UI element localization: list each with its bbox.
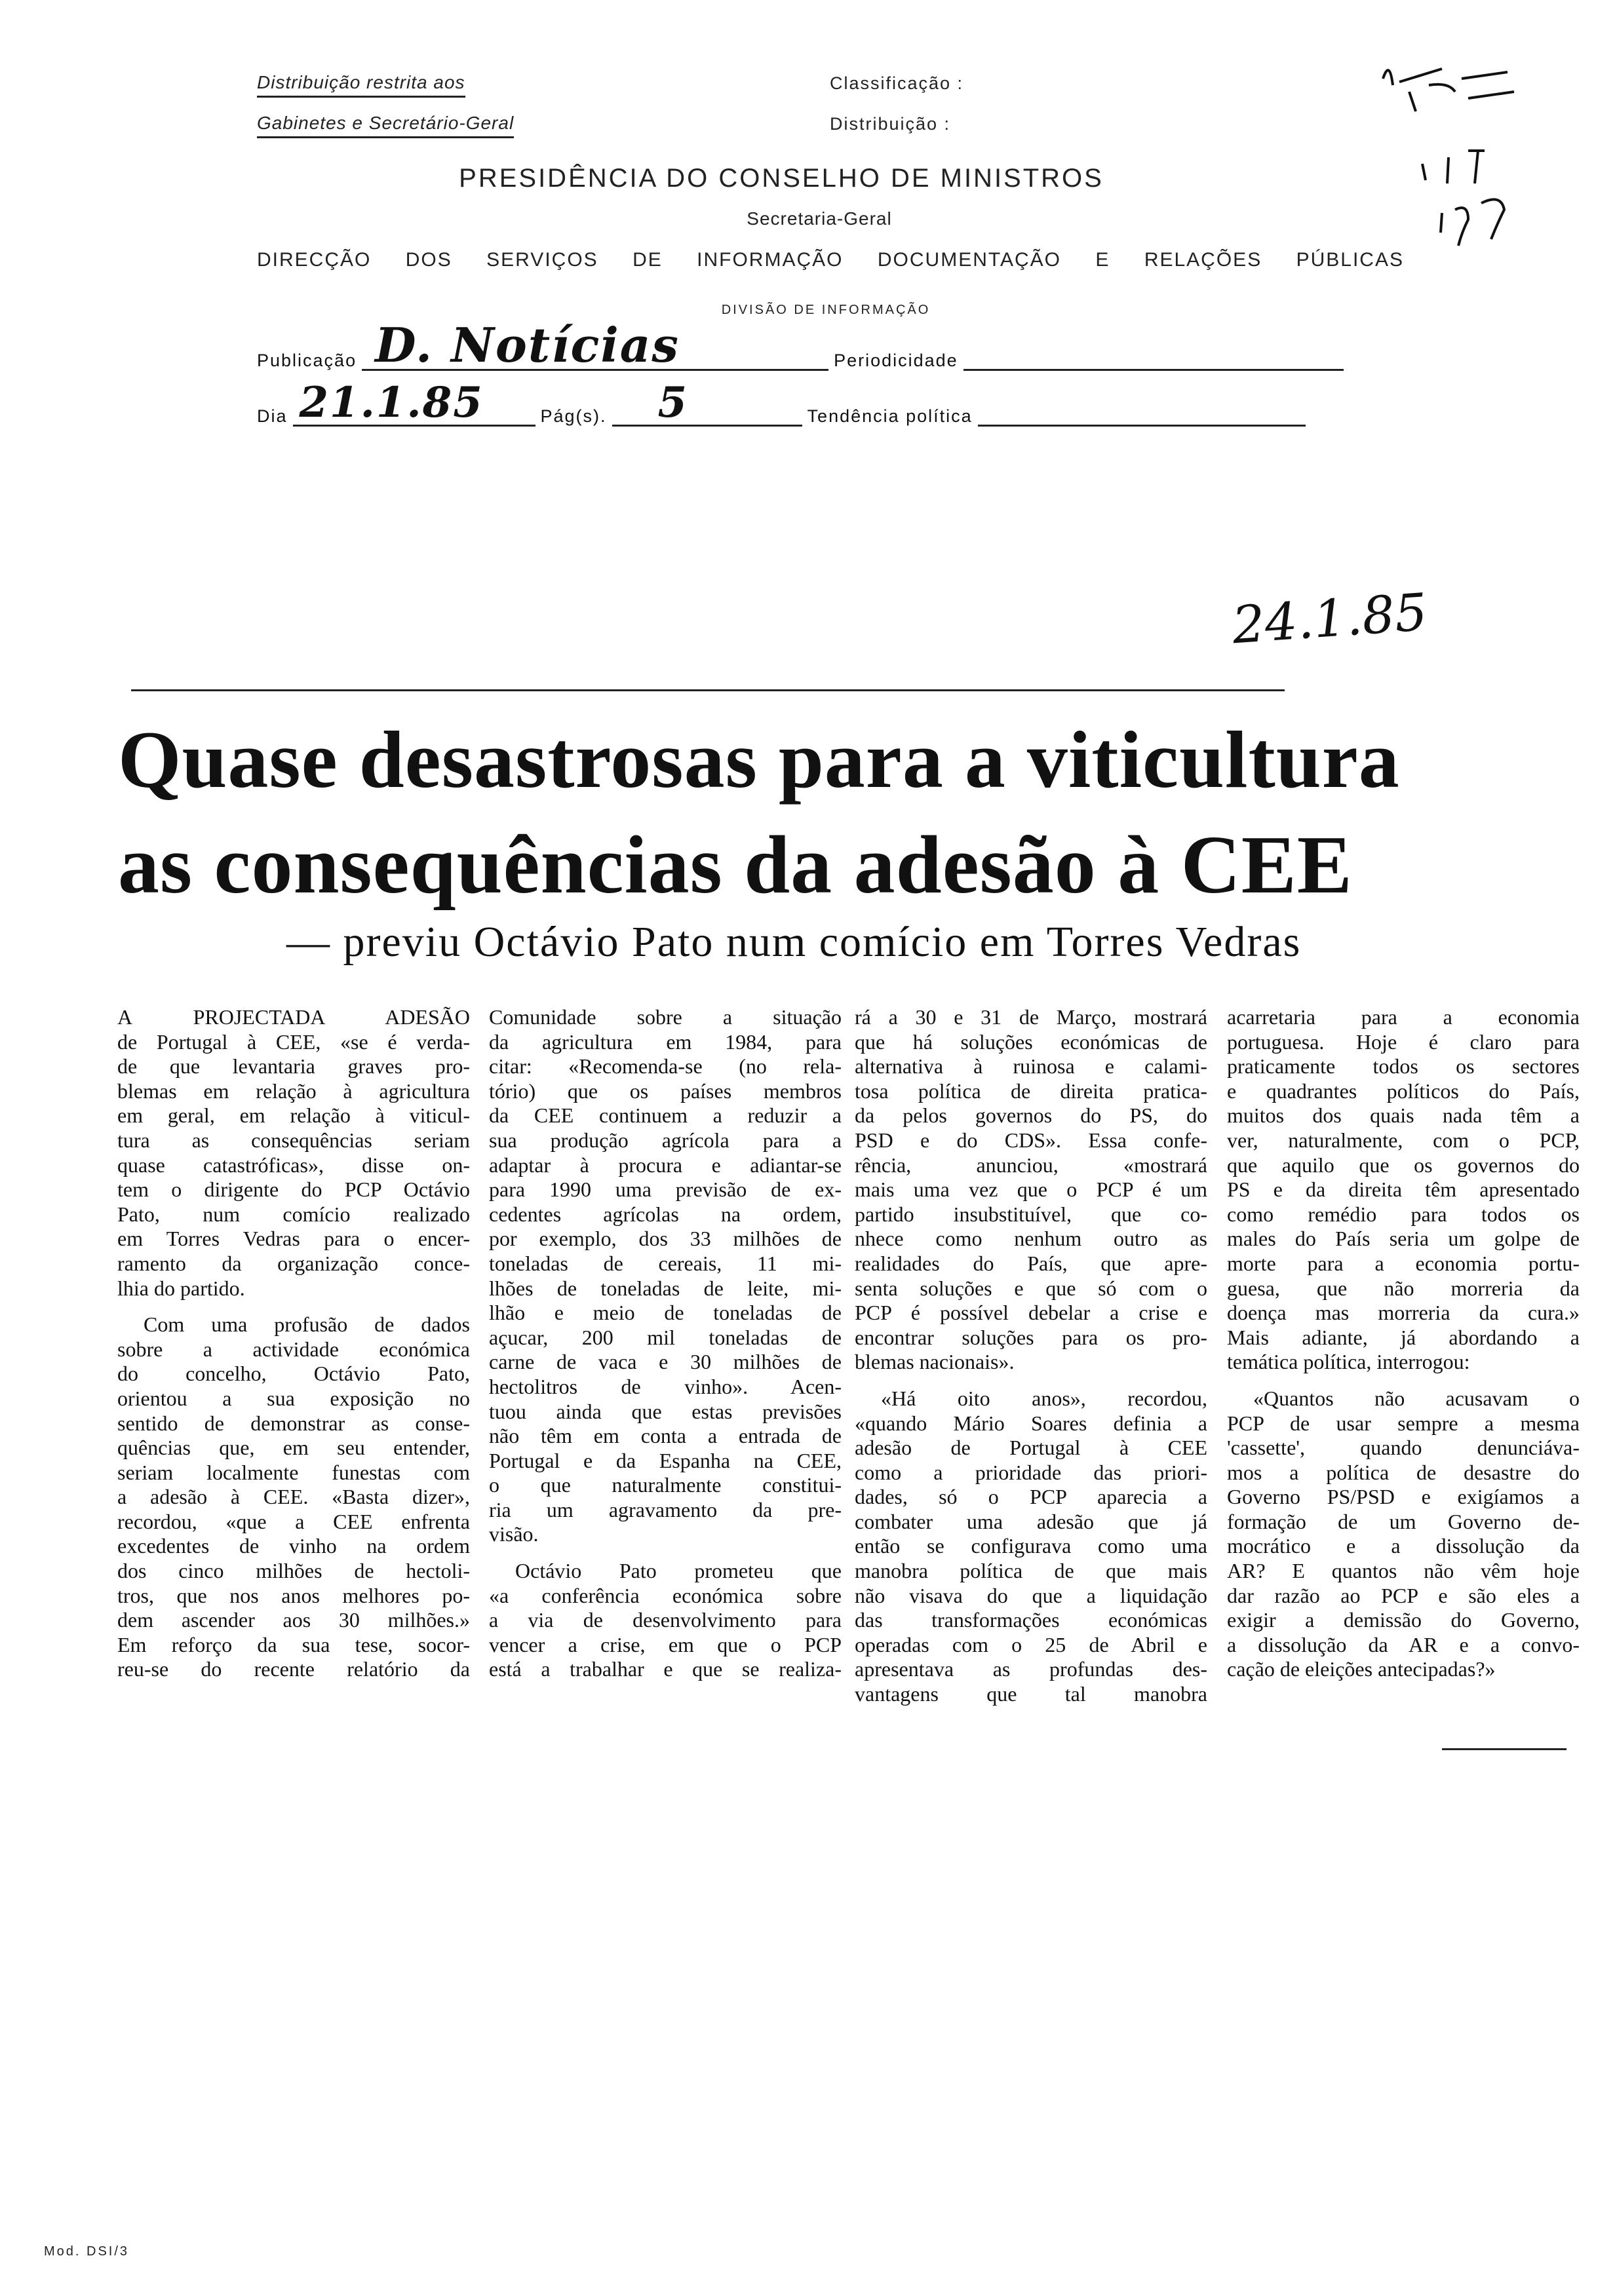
article-text-line: rência, anunciou, «mostrará xyxy=(855,1153,1207,1177)
article-text-line: lhia do partido. xyxy=(117,1276,245,1300)
article-paragraph xyxy=(855,1387,1207,1707)
day-handwritten: 21.1.85 xyxy=(299,378,484,427)
article-text-line: reu-se do recente relatório da xyxy=(117,1657,470,1681)
article-text-line: guesa, que não morreria da xyxy=(1227,1276,1580,1300)
article-text-line: Octávio Pato prometeu que xyxy=(515,1559,842,1583)
article-text-line: sobre a actividade económica xyxy=(117,1337,470,1361)
article-text-line: senta soluções e que só com o xyxy=(855,1276,1207,1300)
article-text-line: da CEE continuem a reduzir a xyxy=(489,1103,842,1128)
article-paragraph xyxy=(1227,1387,1580,1682)
article-text-line: Em reforço da sua tese, socor- xyxy=(117,1632,470,1656)
distribution-restriction-line2: Gabinetes e Secretário-Geral xyxy=(257,113,514,138)
article-text-line: dem ascender aos 30 milhões.» xyxy=(117,1608,470,1632)
article-text-line: realidades do País, que apre- xyxy=(855,1251,1207,1275)
article-paragraph xyxy=(855,1005,1207,1375)
publication-handwritten: D. Notícias xyxy=(375,317,680,373)
article-text-line: carne de vaca e 30 milhões de xyxy=(489,1350,842,1374)
article-text-line: açucar, 200 mil toneladas de xyxy=(489,1325,842,1349)
article-text-line: manobra política de que mais xyxy=(855,1559,1207,1583)
article-text-line: lhões de toneladas de leite, mi- xyxy=(489,1276,842,1300)
article-text-line: muitos dos quais nada têm a xyxy=(1227,1103,1580,1128)
pages-line xyxy=(612,378,802,427)
article-text-line: acarretaria para a economia xyxy=(1227,1005,1580,1029)
article-text-line: das transformações económicas xyxy=(855,1608,1207,1632)
article-text-line: não têm em conta a entrada de xyxy=(489,1424,842,1448)
article-text-line: vencer a crise, em que o PCP xyxy=(489,1632,842,1656)
article-text-line: então se configurava como uma xyxy=(855,1534,1207,1558)
article-text-line: mos a política de desastre do xyxy=(1227,1460,1580,1484)
pages-handwritten: 5 xyxy=(657,378,689,427)
article-text-line: 'cassette', quando denunciáva- xyxy=(1227,1436,1580,1460)
article-text-line: rá a 30 e 31 de Março, mostrará xyxy=(855,1005,1207,1029)
article-text-line: excedentes de vinho na ordem xyxy=(117,1534,470,1558)
article-text-line: adesão de Portugal à CEE xyxy=(855,1436,1207,1460)
subheadline: — previu Octávio Pato num comício em Torres Vedras xyxy=(286,918,1302,966)
article-text-line: sua produção agrícola para a xyxy=(489,1128,842,1152)
article-text-line: por exemplo, dos 33 milhões de xyxy=(489,1227,842,1251)
pages-label: Pág(s). xyxy=(540,406,607,426)
article-text-line: PSD e do CDS». Essa confe- xyxy=(855,1128,1207,1152)
division-title: DIVISÃO DE INFORMAÇÃO xyxy=(721,303,931,317)
article-text-line: da agricultura em 1984, para xyxy=(489,1029,842,1054)
headline-line1: Quase desastrosas para a viticultura xyxy=(118,715,1400,805)
article-text-line: ria um agravamento da pre- xyxy=(489,1497,842,1521)
article-text-line: morte para a economia portu- xyxy=(1227,1251,1580,1275)
article-text-line: «Há oito anos», recordou, xyxy=(881,1386,1207,1410)
article-text-line: combater uma adesão que já xyxy=(855,1509,1207,1533)
article-text-line: AR? E quantos não vêm hoje xyxy=(1227,1559,1580,1583)
article-text-line: está a trabalhar e que se realiza- xyxy=(489,1657,842,1681)
article-text-line: sentido de demonstrar as conse- xyxy=(117,1411,470,1435)
article-text-line: orientou a sua exposição no xyxy=(117,1386,470,1410)
article-text-line: dar razão ao PCP e são eles a xyxy=(1227,1583,1580,1607)
article-text-line: operadas com o 25 de Abril e xyxy=(855,1632,1207,1656)
article-text-line: tuou ainda que estas previsões xyxy=(489,1399,842,1423)
publication-line xyxy=(362,317,828,373)
handwritten-date-note: 24.1.85 xyxy=(1230,583,1430,656)
directorate-title: DIRECÇÃO DOS SERVIÇOS DE INFORMAÇÃO DOCUMENTAÇÃO E RELAÇÕES PÚBLICAS xyxy=(257,249,1404,271)
tendency-label: Tendência política xyxy=(807,406,973,426)
article-text-line: cação de eleições antecipadas?» xyxy=(1227,1657,1496,1681)
periodicity-line xyxy=(963,366,1344,371)
article-text-line: Comunidade sobre a situação xyxy=(489,1005,842,1029)
article-paragraph xyxy=(1227,1005,1580,1375)
distribution-label: Distribuição : xyxy=(830,114,951,134)
article-text-line: PS e da direita têm apresentado xyxy=(1227,1177,1580,1202)
article-text-line: tros, que nos anos melhores po- xyxy=(117,1583,470,1607)
article-text-line: quências que, em seu entender, xyxy=(117,1436,470,1460)
handwritten-marks xyxy=(1370,52,1521,249)
article-text-line: recordou, «que a CEE enfrenta xyxy=(117,1509,470,1533)
article-paragraph xyxy=(489,1559,842,1682)
article-text-line: Pato, num comício realizado xyxy=(117,1202,470,1226)
article-text-line: PCP de usar sempre a mesma xyxy=(1227,1411,1580,1435)
secretariat-title: Secretaria-Geral xyxy=(747,208,892,229)
headline-line2: as consequências da adesão à CEE xyxy=(118,820,1353,911)
distribution-restriction-line1: Distribuição restrita aos xyxy=(257,72,465,98)
publication-label: Publicação xyxy=(257,351,357,370)
article-text-line: males do País seria um golpe de xyxy=(1227,1227,1580,1251)
article-paragraph xyxy=(117,1312,470,1682)
article-column-3 xyxy=(855,1005,1207,1719)
article-text-line: mocrático e a dissolução da xyxy=(1227,1534,1580,1558)
article-text-line: vantagens que tal manobra xyxy=(855,1682,1207,1706)
article-text-line: «a conferência económica sobre xyxy=(489,1583,842,1607)
article-text-line: Mais adiante, já abordando a xyxy=(1227,1325,1580,1349)
article-text-line: que aquilo que os governos do xyxy=(1227,1153,1580,1177)
article-text-line: não visava do que a liquidação xyxy=(855,1583,1207,1607)
article-text-line: em Torres Vedras para o encer- xyxy=(117,1227,470,1251)
ministry-title: PRESIDÊNCIA DO CONSELHO DE MINISTROS xyxy=(459,164,1104,193)
article-text-line: dos cinco milhões de hectoli- xyxy=(117,1559,470,1583)
article-text-line: em geral, em relação à viticul- xyxy=(117,1103,470,1128)
article-text-line: como remédio para todos os xyxy=(1227,1202,1580,1226)
article-text-line: da pelos governos do PS, do xyxy=(855,1103,1207,1128)
article-text-line: alternativa à ruinosa e calami- xyxy=(855,1054,1207,1079)
article-text-line: para 1990 uma previsão de ex- xyxy=(489,1177,842,1202)
article-end-rule xyxy=(1442,1748,1566,1750)
day-label: Dia xyxy=(257,406,288,426)
article-text-line: temática política, interrogou: xyxy=(1227,1350,1470,1374)
article-text-line: a adesão à CEE. «Basta dizer», xyxy=(117,1485,470,1509)
article-text-line: exigir a demissão do Governo, xyxy=(1227,1608,1580,1632)
article-text-line: blemas em relação à agricultura xyxy=(117,1079,470,1103)
article-text-line: a via de desenvolvimento para xyxy=(489,1608,842,1632)
article-text-line: A PROJECTADA ADESÃO xyxy=(117,1005,470,1029)
article-text-line: formação de um Governo de- xyxy=(1227,1509,1580,1533)
article-text-line: quase catastróficas», disse on- xyxy=(117,1153,470,1177)
article-text-line: blemas nacionais». xyxy=(855,1350,1015,1374)
article-text-line: cedentes agrícolas na ordem, xyxy=(489,1202,842,1226)
tendency-line xyxy=(978,422,1306,427)
periodicity-label: Periodicidade xyxy=(834,351,958,370)
article-text-line: tem o dirigente do PCP Octávio xyxy=(117,1177,470,1202)
article-text-line: de Portugal à CEE, «se é verda- xyxy=(117,1029,470,1054)
article-column-4 xyxy=(1227,1005,1580,1694)
article-text-line: tório) que os países membros xyxy=(489,1079,842,1103)
article-text-line: «Quantos não acusavam o xyxy=(1253,1386,1580,1410)
article-text-line: toneladas de cereais, 11 mi- xyxy=(489,1251,842,1275)
article-text-line: hectolitros de vinho». Acen- xyxy=(489,1374,842,1398)
article-text-line: «quando Mário Soares definia a xyxy=(855,1411,1207,1435)
article-text-line: portuguesa. Hoje é claro para xyxy=(1227,1029,1580,1054)
article-text-line: adaptar à procura e adiantar-se xyxy=(489,1153,842,1177)
article-text-line: como a prioridade das priori- xyxy=(855,1460,1207,1484)
day-line xyxy=(293,378,535,427)
article-text-line: que há soluções económicas de xyxy=(855,1029,1207,1054)
article-text-line: partido insubstituível, que co- xyxy=(855,1202,1207,1226)
article-text-line: ramento da organização conce- xyxy=(117,1251,470,1275)
article-text-line: do concelho, Octávio Pato, xyxy=(117,1362,470,1386)
article-text-line: ver, naturalmente, com o PCP, xyxy=(1227,1128,1580,1152)
form-code: Mod. DSI/3 xyxy=(44,2244,130,2259)
article-text-line: tura as consequências seriam xyxy=(117,1128,470,1152)
article-text-line: apresentava as profundas des- xyxy=(855,1657,1207,1681)
article-text-line: lhão e meio de toneladas de xyxy=(489,1301,842,1325)
article-text-line: Com uma profusão de dados xyxy=(144,1312,470,1337)
article-paragraph xyxy=(489,1005,842,1547)
date-field xyxy=(257,378,1311,427)
article-text-line: e quadrantes políticos do País, xyxy=(1227,1079,1580,1103)
article-text-line: PCP é possível debelar a crise e xyxy=(855,1301,1207,1325)
article-text-line: dades, só o PCP aparecia a xyxy=(855,1485,1207,1509)
article-text-line: nhece como nenhum outro as xyxy=(855,1227,1207,1251)
classification-label: Classificação : xyxy=(830,73,964,93)
article-text-line: a dissolução da AR e a convo- xyxy=(1227,1632,1580,1656)
article-text-line: praticamente todos os sectores xyxy=(1227,1054,1580,1079)
article-text-line: o que naturalmente constitui- xyxy=(489,1473,842,1497)
article-paragraph xyxy=(117,1005,470,1301)
article-column-1 xyxy=(117,1005,470,1694)
article-text-line: doença mas morreria da cura.» xyxy=(1227,1301,1580,1325)
article-text-line: citar: «Recomenda-se (no rela- xyxy=(489,1054,842,1079)
article-text-line: Portugal e da Espanha na CEE, xyxy=(489,1448,842,1472)
article-column-2 xyxy=(489,1005,842,1694)
article-text-line: visão. xyxy=(489,1522,539,1546)
article-text-line: tosa política de direita pratica- xyxy=(855,1079,1207,1103)
article-text-line: de que levantaria graves pro- xyxy=(117,1054,470,1079)
article-top-rule xyxy=(131,689,1285,691)
publication-field xyxy=(257,317,1349,373)
article-text-line: seriam localmente funestas com xyxy=(117,1460,470,1484)
article-text-line: mais uma vez que o PCP é um xyxy=(855,1177,1207,1202)
article-text-line: Governo PS/PSD e exigíamos a xyxy=(1227,1485,1580,1509)
article-text-line: encontrar soluções para os pro- xyxy=(855,1325,1207,1349)
